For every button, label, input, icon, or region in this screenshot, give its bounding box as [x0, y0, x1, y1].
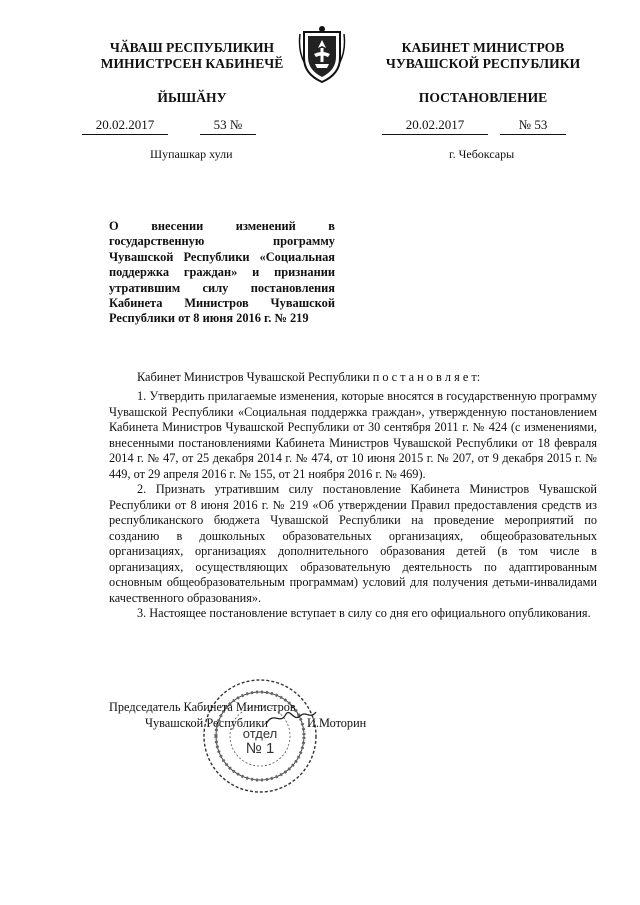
header-right-number: № 53 [500, 117, 566, 135]
emblem-icon [298, 24, 346, 86]
paragraph-2: 2. Признать утратившим силу постановление Кабинета Министров Чувашской Республики от 8 июня 2016 г. № 219 «Об утверждении Правил предоставления средств из республиканского бюджета Чувашской Республики на проведение мероприятий по созданию в дошкольных образовательных организациях, общеобразовательных организациях, организациях дополнительного образования детей (в том числе в организациях, осуществляющих образовательную деятельность по адаптированным основным общеобразовательным программам) условий для получения детьми-инвалидами качественного образования». [109, 482, 597, 605]
signature-position-line2: Чувашской Республики [145, 716, 269, 730]
header-right-org [378, 40, 588, 72]
signature-name: И.Моторин [307, 716, 367, 730]
stamp-text-2: № 1 [245, 740, 275, 757]
body-intro: Кабинет Министров Чувашской Республики п о с т а н о в л я е т: [137, 370, 481, 384]
header-left-line1: ЧӐВАШ РЕСПУБЛИКИН [109, 40, 275, 55]
header-left-line2: МИНИСТРСЕН КАБИНЕЧӖ [100, 56, 284, 71]
header-right-city: г. Чебоксары [449, 147, 515, 161]
header-left-date: 20.02.2017 [82, 117, 168, 135]
stamp-text-1: отдел [242, 726, 278, 741]
official-stamp [200, 676, 320, 796]
document-title: О внесении изменений в государственную программу Чувашской Республики «Социальная поддержка граждан» и признании утратившим силу постановления Кабинета Министров Чувашской Республики от 8 июня 2016 г. № 219 [109, 219, 335, 326]
paragraph-1: 1. Утвердить прилагаемые изменения, которые вносятся в государственную программу Чувашской Республики «Социальная поддержка граждан», утвержденную постановлением Кабинета Министров Чувашской Республики от 30 сентября 2011 г. № 424 (с изменениями, внесенными постановлениями Кабинета Министров Чувашской Республики от 18 февраля 2014 г. № 47, от 25 декабря 2014 г. № 474, от 10 июня 2015 г. № 207, от 9 декабря 2015 г. № 449, от 29 апреля 2016 г. № 155, от 21 ноября 2016 г. № 469). [109, 389, 597, 481]
paragraph-3: 3. Настоящее постановление вступает в силу со дня его официального опубликования. [137, 606, 591, 620]
body-text [109, 389, 597, 622]
header-left-city: Шупашкар хули [150, 147, 233, 161]
header-right-line2: ЧУВАШСКОЙ РЕСПУБЛИКИ [385, 56, 581, 71]
header-left-number: 53 № [200, 117, 256, 135]
header-right-date: 20.02.2017 [382, 117, 488, 135]
handwritten-signature [262, 706, 318, 730]
header-right-line1: КАБИНЕТ МИНИСТРОВ [401, 40, 565, 55]
header-left-org [82, 40, 302, 72]
header-right-doc-type: ПОСТАНОВЛЕНИЕ [418, 90, 548, 105]
signature-position-line1: Председатель Кабинета Министров [109, 700, 296, 714]
header-left-doc-type: ЙЫШӐНУ [157, 90, 227, 105]
